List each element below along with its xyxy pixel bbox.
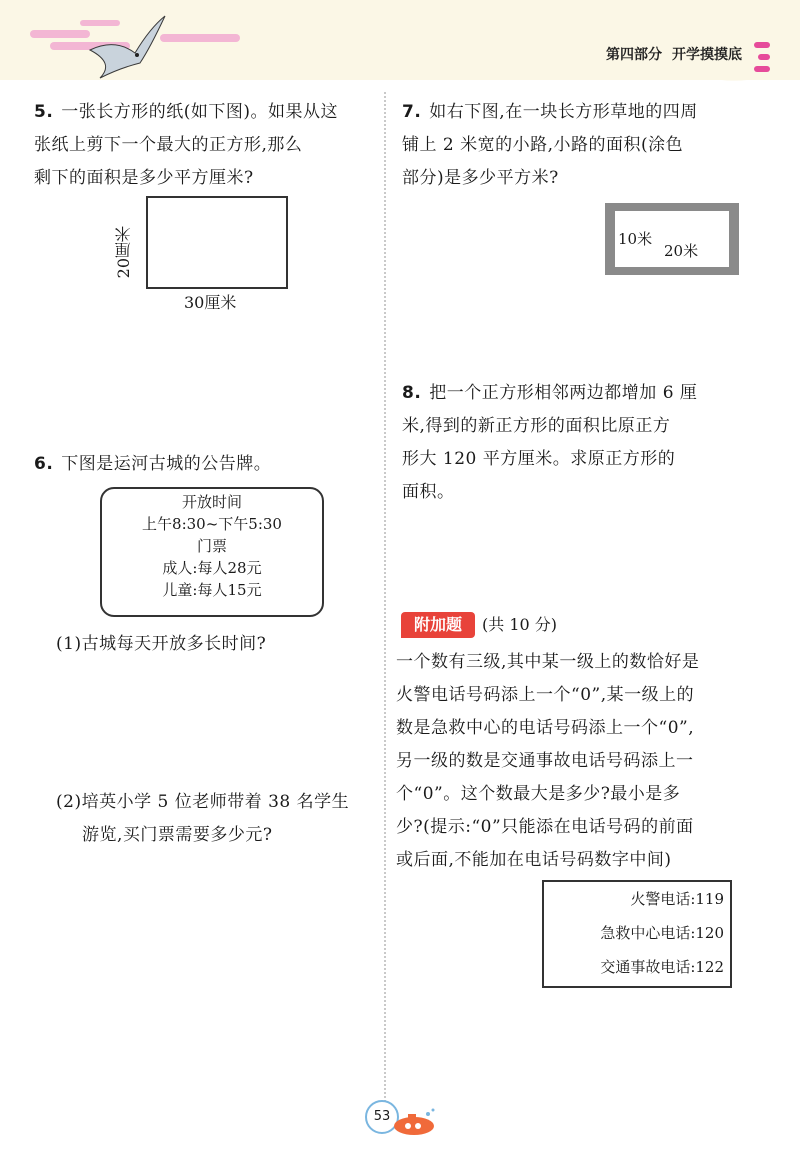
question-text: 下图是运河古城的公告牌。	[61, 454, 272, 474]
page-number: 53	[365, 1100, 399, 1134]
question-5	[34, 96, 379, 195]
question-text: 如右下图,在一块长方形草地的四周	[429, 102, 698, 122]
question-8	[402, 377, 747, 509]
phone-line: 急救中心电话:120	[600, 924, 724, 942]
question-text: 张纸上剪下一个最大的正方形,那么	[34, 135, 303, 155]
question-text: 形大 120 平方厘米。求原正方形的	[402, 449, 676, 469]
question-6	[34, 448, 379, 481]
notice-line: 儿童:每人15元	[162, 581, 262, 599]
question-text: 一张长方形的纸(如下图)。如果从这	[61, 102, 339, 122]
bonus-text: 个“0”。这个数最大是多少?最小是多	[396, 784, 681, 804]
rectangle-figure	[146, 196, 288, 289]
question-text: 剩下的面积是多少平方厘米?	[34, 168, 254, 188]
notice-line: 成人:每人28元	[162, 559, 262, 577]
question-6-part-1	[56, 628, 376, 661]
header-bars-decoration	[752, 40, 772, 74]
notice-board	[100, 487, 324, 617]
bonus-question	[396, 646, 756, 877]
question-number: 7.	[402, 102, 422, 122]
width-label: 30厘米	[184, 293, 237, 312]
sub-question-text: 游览,买门票需要多少元?	[82, 825, 273, 845]
bonus-text: 火警电话号码添上一个“0”,某一级上的	[396, 685, 695, 705]
question-6-part-2	[56, 786, 381, 852]
section-subtitle: 开学摸摸底	[672, 47, 742, 63]
phone-line: 火警电话:119	[630, 890, 724, 908]
phone-number-box	[542, 880, 732, 988]
question-text: 米,得到的新正方形的面积比原正方	[402, 416, 671, 436]
section-label: 第四部分	[606, 47, 662, 63]
question-text: 铺上 2 米宽的小路,小路的面积(涂色	[402, 135, 684, 155]
bonus-text: 数是急救中心的电话号码添上一个“0”,	[396, 718, 695, 738]
column-divider	[384, 92, 386, 1102]
bonus-text: 或后面,不能加在电话号码数字中间)	[396, 850, 672, 870]
question-number: 6.	[34, 454, 54, 474]
width-label: 10米	[618, 230, 653, 248]
submarine-icon	[388, 1108, 438, 1138]
sub-question-text: (2)培英小学 5 位老师带着 38 名学生	[56, 792, 350, 812]
question-number: 8.	[402, 383, 422, 403]
header-title	[596, 44, 742, 64]
notice-line: 上午8:30~下午5:30	[142, 515, 282, 533]
length-label: 20米	[664, 242, 699, 260]
bonus-text: 另一级的数是交通事故电话号码添上一	[396, 751, 694, 771]
question-text: 面积。	[402, 482, 455, 502]
sub-question-text: (1)古城每天开放多长时间?	[56, 634, 267, 654]
bonus-text: 一个数有三级,其中某一级上的数恰好是	[396, 652, 700, 672]
question-text: 把一个正方形相邻两边都增加 6 厘	[429, 383, 698, 403]
question-number: 5.	[34, 102, 54, 122]
phone-line: 交通事故电话:122	[600, 958, 724, 976]
seagull-decoration	[20, 8, 260, 88]
question-text: 部分)是多少平方米?	[402, 168, 559, 188]
notice-line: 开放时间	[181, 493, 242, 511]
bonus-tag: 附加题	[401, 612, 475, 638]
question-7	[402, 96, 747, 195]
bonus-text: 少?(提示:“0”只能添在电话号码的前面	[396, 817, 694, 837]
notice-line: 门票	[196, 537, 227, 555]
bonus-score: (共 10 分)	[482, 615, 558, 634]
height-label: 20厘米	[114, 226, 133, 279]
